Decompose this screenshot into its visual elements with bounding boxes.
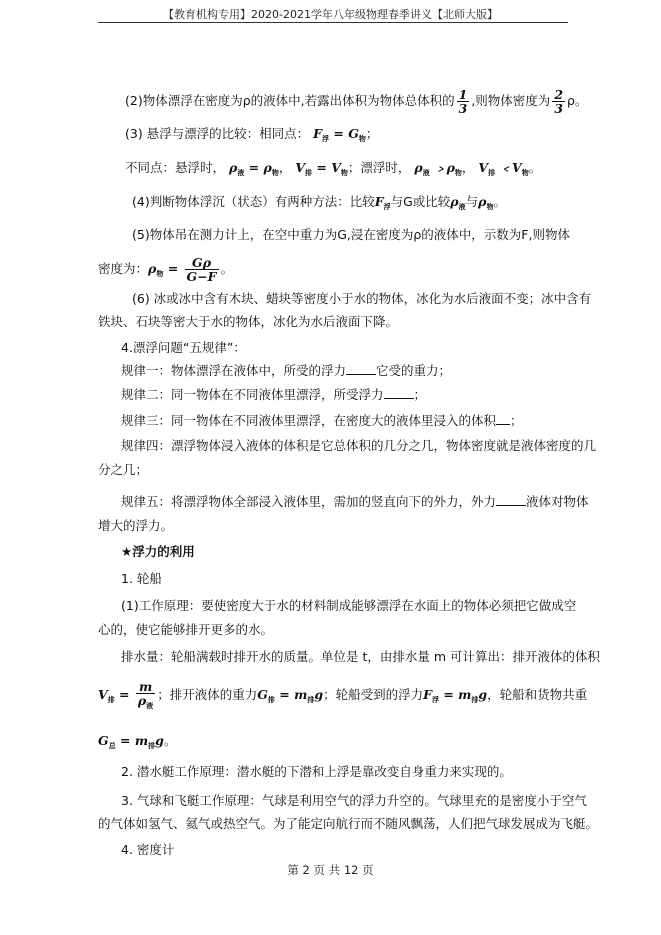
- fraction-one-third: [457, 88, 470, 115]
- answer-blank: [346, 362, 376, 375]
- line-rule-three: 规律三：同一物体在不同液体里漂浮，在密度大的液体里浸入的体积 ；: [121, 413, 523, 428]
- formula-volume-less: $V_排$ $﹤V_物$: [478, 160, 529, 177]
- text-segment: (3) 悬浮与漂浮的比较：相同点：: [125, 126, 310, 141]
- line-rule-five: 规律五：将漂浮物体全部浸入液体里，需加的竖直向下的外力，外力 液体对物体: [121, 494, 589, 509]
- formula-ship-buoyancy: $F_浮 = m_排g$: [423, 687, 488, 704]
- line-floating-density: [125, 87, 588, 116]
- page-footer: 第 2 页 共 12 页: [287, 863, 374, 877]
- formula-weight-displaced: $G_排 = m_排g$: [257, 687, 324, 704]
- header-rule: [98, 22, 568, 23]
- line-density-formula: 密度为：$\rho_物$ = $\frac{G\rho}{G-F}$ 。: [98, 255, 234, 284]
- line-rule-five-cont: 增大的浮力。: [98, 518, 174, 533]
- line-rule-four-cont: 分之几；: [98, 462, 149, 477]
- line-total-weight: $G_总 = m_排g$。: [98, 733, 177, 750]
- line-displacement: 排水量：轮船满载时排开水的质量。单位是 t，由排水量 m 可计算出：排开液体的体积: [121, 649, 600, 664]
- line-rule-one: 规律一：物体漂浮在液体中，所受的浮力 它受的重力；: [121, 363, 452, 378]
- line-displacement-formulas: $V_排$ = $\frac{m}{\rho_液}$ ；排开液体的重力$G_排 = m_排g$；轮船受到的浮力$F_浮 = m_排g$，轮船和货物共重: [98, 678, 588, 710]
- fraction-two-thirds: [552, 88, 565, 115]
- fraction-denominator: 3: [458, 101, 468, 116]
- line-differences: 不同点：悬浮时， $\rho_液 = \rho_物$， $V_排 = V_物$；漂浮时， $\rho_液$ $﹥\rho_物$， $V_排$ $﹤V_物$。: [125, 160, 542, 177]
- text-segment: (4)判断物体浮沉（状态）有两种方法：比较: [132, 194, 375, 209]
- answer-blank: [496, 493, 526, 506]
- fraction-denominator: 3: [554, 101, 564, 116]
- line-judge-methods: (4)判断物体浮沉（状态）有两种方法：比较$F_浮$与G或比较$\rho_液$与$\rho_物$。: [132, 194, 506, 211]
- section-heading-buoyancy-use: ★浮力的利用: [121, 544, 195, 559]
- line-submarine: 2. 潜水艇工作原理：潜水艇的下潜和上浮是靠改变自身重力来实现的。: [121, 764, 512, 779]
- formula-volume-equal: $V_排 = V_物$: [295, 160, 348, 177]
- line-rule-four: 规律四：漂浮物体浸入液体的体积是它总体积的几分之几，物体密度就是液体密度的几: [121, 438, 597, 453]
- line-ice-iron: 铁块、石块等密大于水的物体，冰化为水后液面下降。: [98, 314, 399, 329]
- formula-buoyancy-equals-weight: $F_浮 = G_物$: [313, 126, 366, 143]
- fraction-g-rho-over-g-minus-f: $\frac{G\rho}{G-F}$: [186, 255, 217, 284]
- fraction-numerator: 1: [458, 87, 468, 102]
- line-balloon: 3. 气球和飞艇工作原理：气球是利用空气的浮力升空的。气球里充的是密度小于空气: [121, 793, 587, 808]
- formula-total-weight: $G_总 = m_排g$: [98, 733, 164, 750]
- formula-rho-object: $\rho_物$ =: [148, 261, 183, 278]
- text-segment: ,则物体密度为: [471, 93, 551, 108]
- line-balloon-cont: 的气体如氢气、氦气或热空气。为了能定向航行而不随风飘荡，人们把气球发展成为飞艇。: [98, 816, 599, 831]
- formula-volume-displaced: $V_排$ =: [98, 687, 134, 704]
- text-segment: ；: [365, 126, 379, 141]
- line-five-rules-title: 4.漂浮问题“五规律”：: [121, 340, 246, 355]
- text-segment: 不同点：悬浮时，: [125, 160, 226, 175]
- line-ship-principle: (1)工作原理：要使密度大于水的材料制成能够漂浮在水面上的物体必须把它做成空: [121, 598, 577, 613]
- subheading-hydrometer: 4. 密度计: [121, 842, 175, 857]
- text-segment: 密度为：: [98, 261, 149, 276]
- formula-f-buoyancy: $F_浮$: [374, 194, 391, 211]
- line-suspend-compare: [125, 124, 378, 144]
- line-spring-scale: (5)物体吊在测力计上，在空中重力为G,浸在密度为ρ的液体中，示数为F,则物体: [132, 227, 570, 242]
- line-ship-principle-cont: 心的，使它能够排开更多的水。: [98, 622, 274, 637]
- text-segment: ρ。: [567, 93, 588, 108]
- formula-rho-liquid: $\rho_液$: [450, 194, 466, 211]
- answer-blank: [384, 386, 414, 399]
- formula-density-greater: $\rho_液$ $﹥\rho_物$: [414, 160, 462, 177]
- formula-rho-object: $\rho_物$: [478, 194, 494, 211]
- subheading-ship: 1. 轮船: [121, 571, 162, 586]
- fraction-m-over-rho: $\frac{m}{\rho_液}$: [137, 678, 154, 710]
- answer-blank: [496, 412, 510, 425]
- formula-density-equal: $\rho_液 = \rho_物$: [229, 160, 279, 177]
- line-ice-wood: (6) 冰或冰中含有木块、蜡块等密度小于水的物体，冰化为水后液面不变；冰中含有: [132, 291, 592, 306]
- fraction-numerator: 2: [554, 87, 564, 102]
- page-header: 【教育机构专用】2020-2021学年八年级物理春季讲义【北师大版】: [163, 8, 498, 21]
- line-rule-two: 规律二：同一物体在不同液体里漂浮，所受浮力 ；: [121, 387, 427, 402]
- text-segment: (2)物体漂浮在密度为ρ的液体中,若露出体积为物体总体积的: [125, 93, 455, 108]
